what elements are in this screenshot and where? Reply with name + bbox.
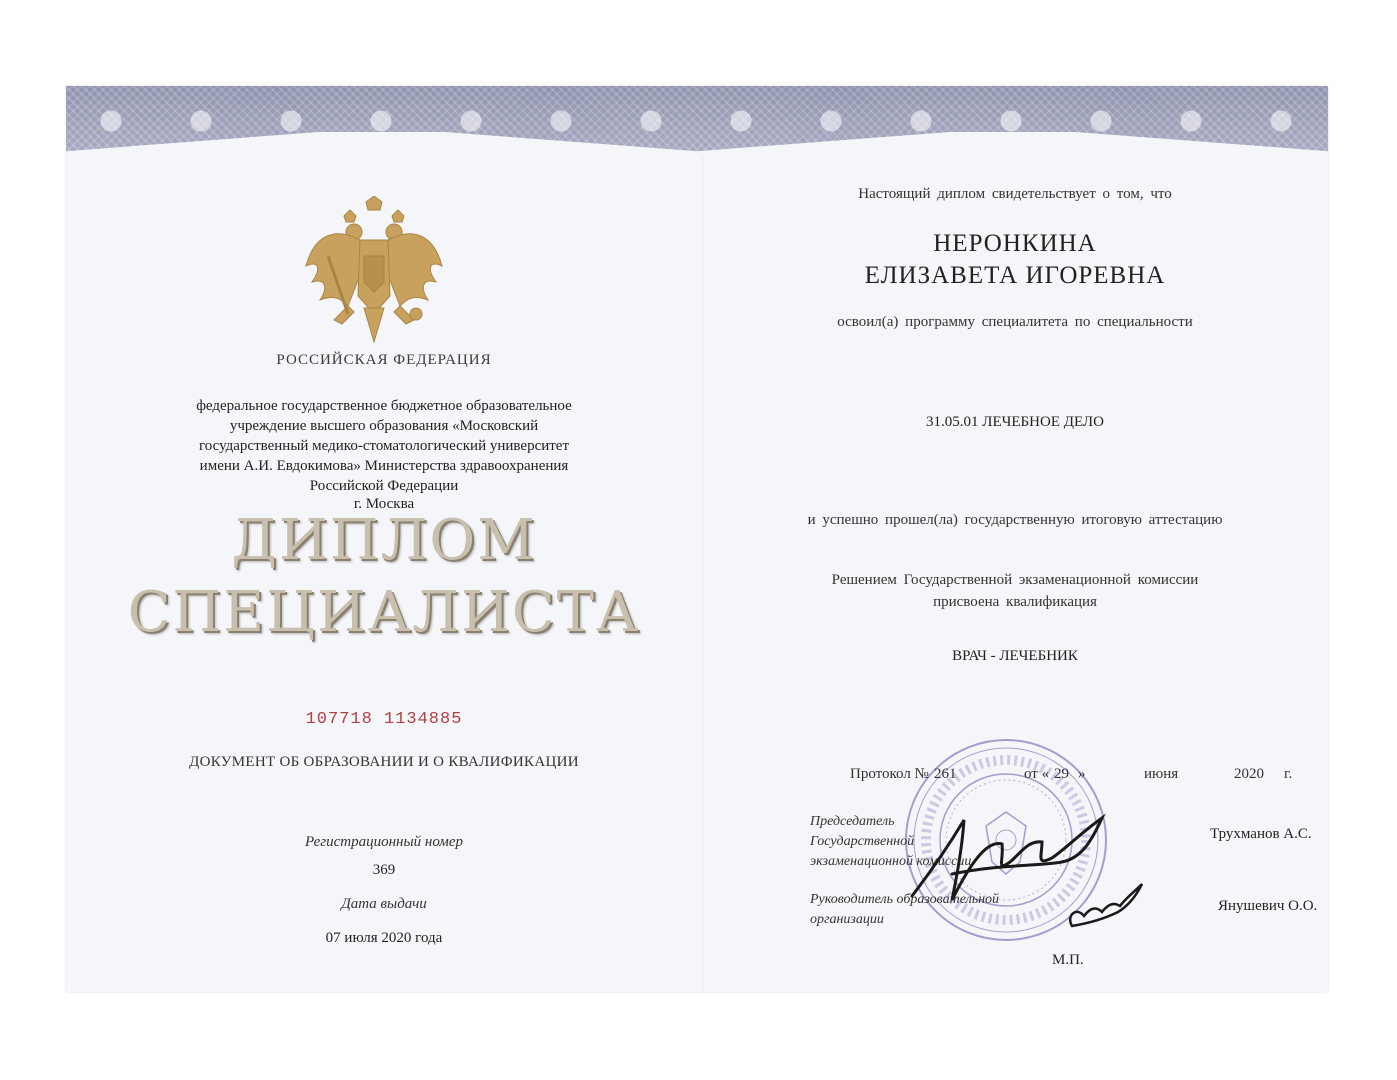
registration-number: 369 <box>372 862 396 878</box>
chair-label-line: экзаменационной комиссии <box>810 854 972 869</box>
decision-line: присвоена квалификация <box>933 594 1097 610</box>
attestation-statement: и успешно прошел(ла) государственную итоговую аттестацию <box>807 512 1223 528</box>
protocol-label: Протокол № <box>850 766 929 782</box>
protocol-year: 2020 <box>1234 766 1264 782</box>
protocol-year-suffix: г. <box>1284 766 1293 782</box>
left-page <box>66 86 702 992</box>
diploma-title-line1: ДИПЛОМ <box>231 508 537 573</box>
chair-label-line: Председатель <box>810 814 895 829</box>
decision-line: Решением Государственной экзаменационной комиссии <box>831 572 1199 588</box>
seal-place-mark: М.П. <box>1052 952 1084 968</box>
institution-line: имени А.И. Евдокимова» Министерства здравоохранения <box>199 458 569 474</box>
issue-date-label: Дата выдачи <box>341 896 427 912</box>
double-headed-eagle-icon <box>304 196 444 344</box>
serial-number: 107718 1134885 <box>305 710 463 729</box>
institution-line: федеральное государственное бюджетное образовательное <box>196 398 572 414</box>
institution-line: государственный медико-стоматологический университет <box>198 438 570 454</box>
program-statement: освоил(а) программу специалитета по специальности <box>837 314 1193 330</box>
head-label-line: Руководитель образовательной <box>810 892 1000 907</box>
right-page <box>702 86 1328 992</box>
protocol-day: 29 <box>1054 766 1069 782</box>
graduate-surname: НЕРОНКИНА <box>933 230 1097 257</box>
specialty: 31.05.01 ЛЕЧЕБНОЕ ДЕЛО <box>926 414 1104 430</box>
handwritten-signature-icon <box>1062 876 1152 936</box>
registration-label: Регистрационный номер <box>304 834 463 850</box>
country-name: РОССИЙСКАЯ ФЕДЕРАЦИЯ <box>276 352 492 368</box>
issue-date: 07 июля 2020 года <box>325 930 443 946</box>
institution-name <box>126 396 642 496</box>
institution-line: учреждение высшего образования «Московский <box>229 418 539 434</box>
certification-intro: Настоящий диплом свидетельствует о том, что <box>858 186 1172 202</box>
institution-line: Российской Федерации <box>309 478 459 494</box>
head-label-line: организации <box>810 912 884 927</box>
diploma-title-line2: СПЕЦИАЛИСТА <box>127 580 641 645</box>
qualification: ВРАЧ - ЛЕЧЕБНИК <box>952 648 1078 664</box>
document-type: ДОКУМЕНТ ОБ ОБРАЗОВАНИИ И О КВАЛИФИКАЦИИ <box>189 754 579 770</box>
graduate-given-names: ЕЛИЗАВЕТА ИГОРЕВНА <box>864 262 1166 289</box>
protocol-quote-close: » <box>1078 766 1086 782</box>
chair-name: Трухманов А.С. <box>1210 826 1312 842</box>
diploma-spread <box>66 86 1328 992</box>
protocol-month: июня <box>1144 766 1179 782</box>
chair-label-line: Государственной <box>810 834 915 849</box>
protocol-from: от « <box>1024 766 1050 782</box>
head-name: Янушевич О.О. <box>1218 898 1318 914</box>
protocol-number: 261 <box>934 766 957 782</box>
city: г. Москва <box>353 496 415 512</box>
